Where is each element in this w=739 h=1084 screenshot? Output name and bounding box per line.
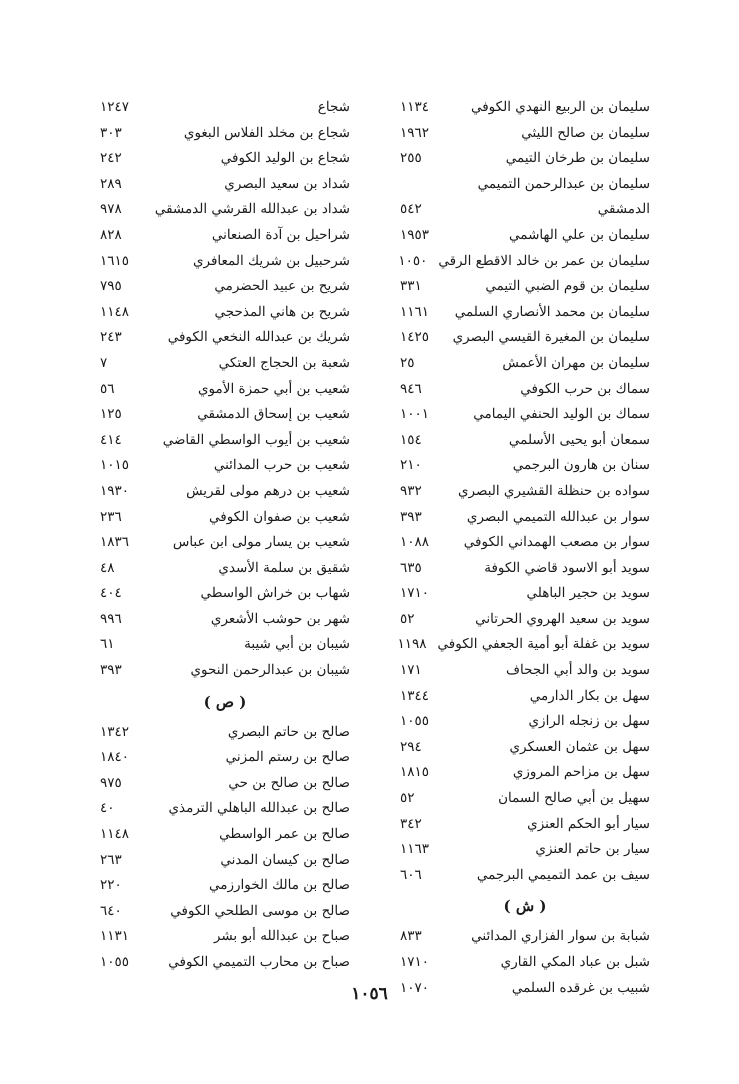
index-entry [400, 377, 650, 403]
index-entry [400, 950, 650, 976]
entry-name: شريح بن هاني المذحجي [214, 303, 350, 320]
entry-name: شعيب بن درهم مولى لقريش [186, 482, 350, 499]
entry-page-number: ٥٢ [400, 790, 415, 807]
index-entry [400, 274, 650, 300]
entry-page-number: ١٩٥٣ [400, 226, 430, 243]
index-entry [400, 402, 650, 428]
entry-page-number: ١١٦٣ [400, 841, 430, 858]
entry-name: سليمان بن علي الهاشمي [509, 226, 650, 243]
entry-page-number: ١٧١٠ [400, 585, 430, 602]
entry-page-number: ٧٩٥ [100, 278, 122, 295]
right-column [397, 95, 650, 1001]
index-entry [100, 556, 350, 582]
index-entry [100, 720, 350, 746]
index-list-sad [100, 720, 350, 976]
entry-page-number: ٩٧٥ [100, 774, 122, 791]
entry-name: شبل بن عباد المكي القاري [500, 954, 650, 970]
index-entry [100, 479, 350, 505]
index-entry [100, 581, 350, 607]
entry-page-number: ١٠١٥ [100, 457, 130, 474]
entry-page-number: ٦٣٥ [400, 559, 422, 576]
index-entry [400, 300, 650, 326]
index-list-sin [397, 95, 650, 888]
entry-page-number: ١٢٤٧ [100, 99, 130, 115]
entry-page-number: ٢٤٢ [100, 150, 122, 167]
index-entry [400, 863, 650, 889]
index-entry [100, 607, 350, 633]
entry-name: سويد بن سعيد الهروي الحرتاني [475, 610, 650, 627]
index-entry [100, 428, 350, 454]
entry-name: شعبة بن الحجاج العتكي [218, 354, 350, 371]
entry-page-number: ١٦١٥ [100, 252, 130, 269]
entry-page-number: ٨٣٣ [400, 928, 422, 945]
entry-page-number: ١١٤٨ [100, 303, 130, 320]
index-entry [400, 121, 650, 147]
entry-page-number: ٤١٤ [100, 431, 122, 448]
index-entry [100, 745, 350, 771]
index-entry [100, 899, 350, 925]
entry-page-number: ٨٢٨ [100, 226, 122, 243]
entry-page-number: ١١٣١ [100, 928, 130, 945]
entry-page-number: ١٧١٠ [400, 954, 430, 970]
entry-page-number: ٤٠ [100, 800, 115, 817]
entry-name: سيف بن عمد التميمي البرجمي [476, 866, 650, 883]
entry-name: شعيب بن صفوان الكوفي [209, 508, 350, 525]
entry-name: شراحيل بن آدة الصنعاني [211, 226, 350, 243]
index-entry [400, 95, 650, 121]
index-entry [400, 709, 650, 735]
entry-name: سماك بن الوليد الحنفي اليمامي [473, 406, 650, 423]
entry-name: شهر بن حوشب الأشعري [210, 610, 350, 627]
entry-page-number: ١٧١ [400, 662, 422, 679]
entry-name: شجاع بن الوليد الكوفي [220, 150, 350, 167]
entry-page-number: ٣٩٣ [100, 662, 122, 679]
entry-name: سليمان بن طرخان التيمي [505, 150, 650, 167]
page-number: ١٠٥٦ [351, 984, 388, 1004]
entry-name: شهاب بن خراش الواسطي [200, 585, 350, 602]
index-list-shin-continued [100, 95, 350, 684]
entry-name: صالح بن موسى الطلحي الكوفي [170, 902, 350, 919]
index-entry [400, 581, 650, 607]
entry-name: صالح بن رستم المزني [225, 749, 350, 766]
entry-page-number: ٦٠٦ [400, 866, 422, 883]
entry-name: سليمان بن محمد الأنصاري السلمي [454, 303, 650, 320]
entry-page-number: ٣٠٣ [100, 124, 122, 141]
entry-page-number: ٢١٠ [400, 457, 422, 474]
index-entry [400, 924, 650, 950]
entry-page-number: ١٩٣٠ [100, 482, 130, 499]
index-entry [400, 479, 650, 505]
index-entry [100, 121, 350, 147]
entry-page-number: ١١٦١ [400, 303, 430, 320]
index-entry [400, 735, 650, 761]
index-entry [100, 274, 350, 300]
index-entry [100, 950, 350, 976]
index-entry [100, 530, 350, 556]
index-entry [100, 453, 350, 479]
entry-page-number: ١٤٢٥ [400, 329, 430, 346]
entry-name: صالح بن حاتم البصري [227, 723, 350, 740]
entry-page-number: ٢٣٦ [100, 508, 122, 525]
entry-name: شداد بن عبدالله القرشي الدمشقي [154, 201, 350, 218]
entry-page-number: ١١٤٨ [100, 826, 130, 843]
entry-page-number: ٩٣٢ [400, 482, 422, 499]
entry-name: سواده بن حنظلة القشيري البصري [457, 482, 650, 499]
index-entry [100, 325, 350, 351]
index-entry [100, 505, 350, 531]
index-entry [100, 172, 350, 198]
entry-name: صباح بن محارب التميمي الكوفي [168, 954, 350, 970]
index-entry [100, 351, 350, 377]
index-entry [400, 760, 650, 786]
entry-page-number: ١٠٥٥ [100, 954, 130, 970]
entry-page-number: ٥٦ [100, 380, 115, 397]
index-entry [400, 223, 650, 249]
entry-page-number: ١٨٤٠ [100, 749, 130, 766]
entry-page-number: ١٢٥ [100, 406, 122, 423]
entry-name: صالح بن صالح بن حي [228, 774, 350, 791]
entry-name: سليمان بن المغيرة القيسي البصري [452, 329, 650, 346]
entry-page-number: ٣٣١ [400, 278, 422, 295]
entry-page-number: ٢٥٥ [400, 150, 422, 167]
index-entry [100, 223, 350, 249]
entry-name: شبابة بن سوار الفزاري المدائني [471, 928, 650, 945]
entry-page-number: ١٠٨٨ [400, 534, 430, 551]
index-entry [400, 351, 650, 377]
index-entry [400, 837, 650, 863]
entry-name: سهيل بن أبي صالح السمان [498, 790, 650, 807]
index-entry [100, 249, 350, 275]
entry-page-number: ٤٨ [100, 559, 115, 576]
entry-name: شعيب بن أبي حمزة الأموي [197, 380, 350, 397]
entry-name: صالح بن عبدالله الباهلي الترمذي [168, 800, 350, 817]
entry-name: شرحبيل بن شريك المعافري [192, 252, 350, 269]
entry-name: سليمان بن عمر بن خالد الاقطع الرقي [438, 252, 650, 269]
index-entry [400, 197, 650, 223]
entry-name: سهل بن زنجله الرازي [528, 713, 650, 730]
index-entry [400, 786, 650, 812]
index-entry [100, 873, 350, 899]
index-entry [100, 924, 350, 950]
entry-name: شيبان بن أبي شيبة [244, 636, 350, 653]
section-heading-shin: ( ش ) [503, 897, 547, 916]
index-entry [400, 812, 650, 838]
entry-page-number: ٢٩٤ [400, 738, 422, 755]
index-entry [100, 658, 350, 684]
entry-name: شجاع [317, 99, 350, 115]
entry-name: شعيب بن يسار مولى ابن عباس [172, 534, 350, 551]
entry-page-number: ٩٤٦ [400, 380, 422, 397]
entry-page-number: ١٥٤ [400, 431, 422, 448]
index-entry [400, 146, 650, 172]
entry-page-number: ٧ [100, 354, 108, 371]
index-entry [100, 95, 350, 121]
entry-name: سيار بن حاتم العنزي [535, 841, 650, 858]
entry-name: سهل بن مزاحم المروزي [512, 764, 650, 781]
index-entry [400, 556, 650, 582]
index-entry [100, 146, 350, 172]
index-entry [100, 377, 350, 403]
entry-name: شعيب بن إسحاق الدمشقي [197, 406, 350, 423]
section-heading-sad: ( ص ) [203, 692, 247, 711]
entry-name: سوار بن عبدالله التميمي البصري [466, 508, 650, 525]
entry-name: سويد بن حجير الباهلي [526, 585, 650, 602]
entry-name: شبيب بن غرقده السلمي [511, 979, 650, 996]
entry-name: سويد بن والد أبي الجحاف [506, 662, 650, 679]
index-entry [100, 632, 350, 658]
entry-name: شجاع بن مخلد الفلاس البغوي [183, 124, 350, 141]
entry-name: صالح بن مالك الخوارزمي [209, 877, 350, 894]
entry-name: شعيب بن أيوب الواسطي القاضي [162, 431, 350, 448]
index-entry [100, 771, 350, 797]
entry-name: سليمان بن قوم الضبي التيمي [485, 278, 650, 295]
index-entry [400, 172, 650, 198]
entry-name: شعيب بن حرب المدائني [213, 457, 350, 474]
entry-page-number: ٢٦٣ [100, 851, 122, 868]
entry-name: الدمشقي [597, 201, 650, 218]
entry-name: سهل بن بكار الدارمي [529, 687, 650, 704]
entry-page-number: ١٠٧٠ [400, 979, 430, 996]
entry-name: شقيق بن سلمة الأسدي [218, 559, 350, 576]
entry-name: سليمان بن مهران الأعمش [502, 354, 650, 371]
index-entry [397, 632, 650, 658]
entry-page-number: ٩٩٦ [100, 610, 122, 627]
entry-name: شريح بن عبيد الحضرمي [214, 278, 350, 295]
entry-page-number: ١١٩٨ [397, 636, 427, 653]
entry-name: سماك بن حرب الكوفي [520, 380, 650, 397]
entry-name: سيار أبو الحكم العنزي [527, 815, 650, 832]
entry-name: سمعان أبو يحيى الأسلمي [508, 431, 650, 448]
entry-page-number: ١٠٠١ [400, 406, 430, 423]
index-entry [400, 428, 650, 454]
entry-name: سليمان بن الربيع النهدي الكوفي [470, 99, 650, 115]
entry-name: سويد أبو الاسود قاضي الكوفة [484, 559, 650, 576]
left-column [100, 95, 350, 976]
entry-name: صالح بن عمر الواسطي [219, 826, 350, 843]
entry-page-number: ٣٩٣ [400, 508, 422, 525]
entry-page-number: ٩٧٨ [100, 201, 122, 218]
index-entry [400, 530, 650, 556]
index-entry [100, 300, 350, 326]
index-entry [400, 607, 650, 633]
index-entry [400, 658, 650, 684]
entry-page-number: ١٨٣٦ [100, 534, 130, 551]
entry-name: سوار بن مصعب الهمداني الكوفي [463, 534, 650, 551]
entry-name: شداد بن سعيد البصري [224, 175, 350, 192]
entry-name: شيبان بن عبدالرحمن النحوي [190, 662, 350, 679]
index-entry [400, 505, 650, 531]
entry-page-number: ٢٢٠ [100, 877, 122, 894]
index-entry [400, 684, 650, 710]
entry-page-number: ٢٥ [400, 354, 415, 371]
entry-name: سليمان بن عبدالرحمن التميمي [477, 175, 650, 192]
entry-page-number: ٤٠٤ [100, 585, 122, 602]
entry-page-number: ٥٢ [400, 610, 415, 627]
entry-page-number: ١٣٤٢ [100, 723, 130, 740]
index-entry [400, 325, 650, 351]
index-entry [100, 822, 350, 848]
entry-page-number: ٢٨٩ [100, 175, 122, 192]
entry-page-number: ٦١ [100, 636, 115, 653]
entry-page-number: ١٠٥٥ [400, 713, 430, 730]
index-entry [400, 453, 650, 479]
entry-page-number: ٢٤٣ [100, 329, 122, 346]
entry-page-number: ١١٣٤ [400, 99, 430, 115]
index-entry [100, 848, 350, 874]
entry-name: شريك بن عبدالله النخعي الكوفي [167, 329, 350, 346]
index-entry [100, 796, 350, 822]
entry-name: سليمان بن صالح الليثي [521, 124, 650, 141]
entry-name: صباح بن عبدالله أبو بشر [213, 928, 350, 945]
index-entry [100, 402, 350, 428]
entry-name: سهل بن عثمان العسكري [509, 738, 650, 755]
entry-page-number: ١٣٤٤ [400, 687, 430, 704]
index-entry [400, 249, 650, 275]
entry-page-number: ١٨١٥ [400, 764, 430, 781]
entry-name: صالح بن كيسان المدني [220, 851, 350, 868]
entry-name: سويد بن غفلة أبو أمية الجعفي الكوفي [437, 636, 650, 653]
entry-page-number: ٣٤٢ [400, 815, 422, 832]
index-entry [100, 197, 350, 223]
entry-page-number: ١٠٥٠ [398, 252, 428, 269]
entry-page-number: ٦٤٠ [100, 902, 122, 919]
entry-page-number: ١٩٦٢ [400, 124, 430, 141]
entry-page-number: ٥٤٢ [400, 201, 422, 218]
entry-name: سنان بن هارون البرجمي [512, 457, 650, 474]
